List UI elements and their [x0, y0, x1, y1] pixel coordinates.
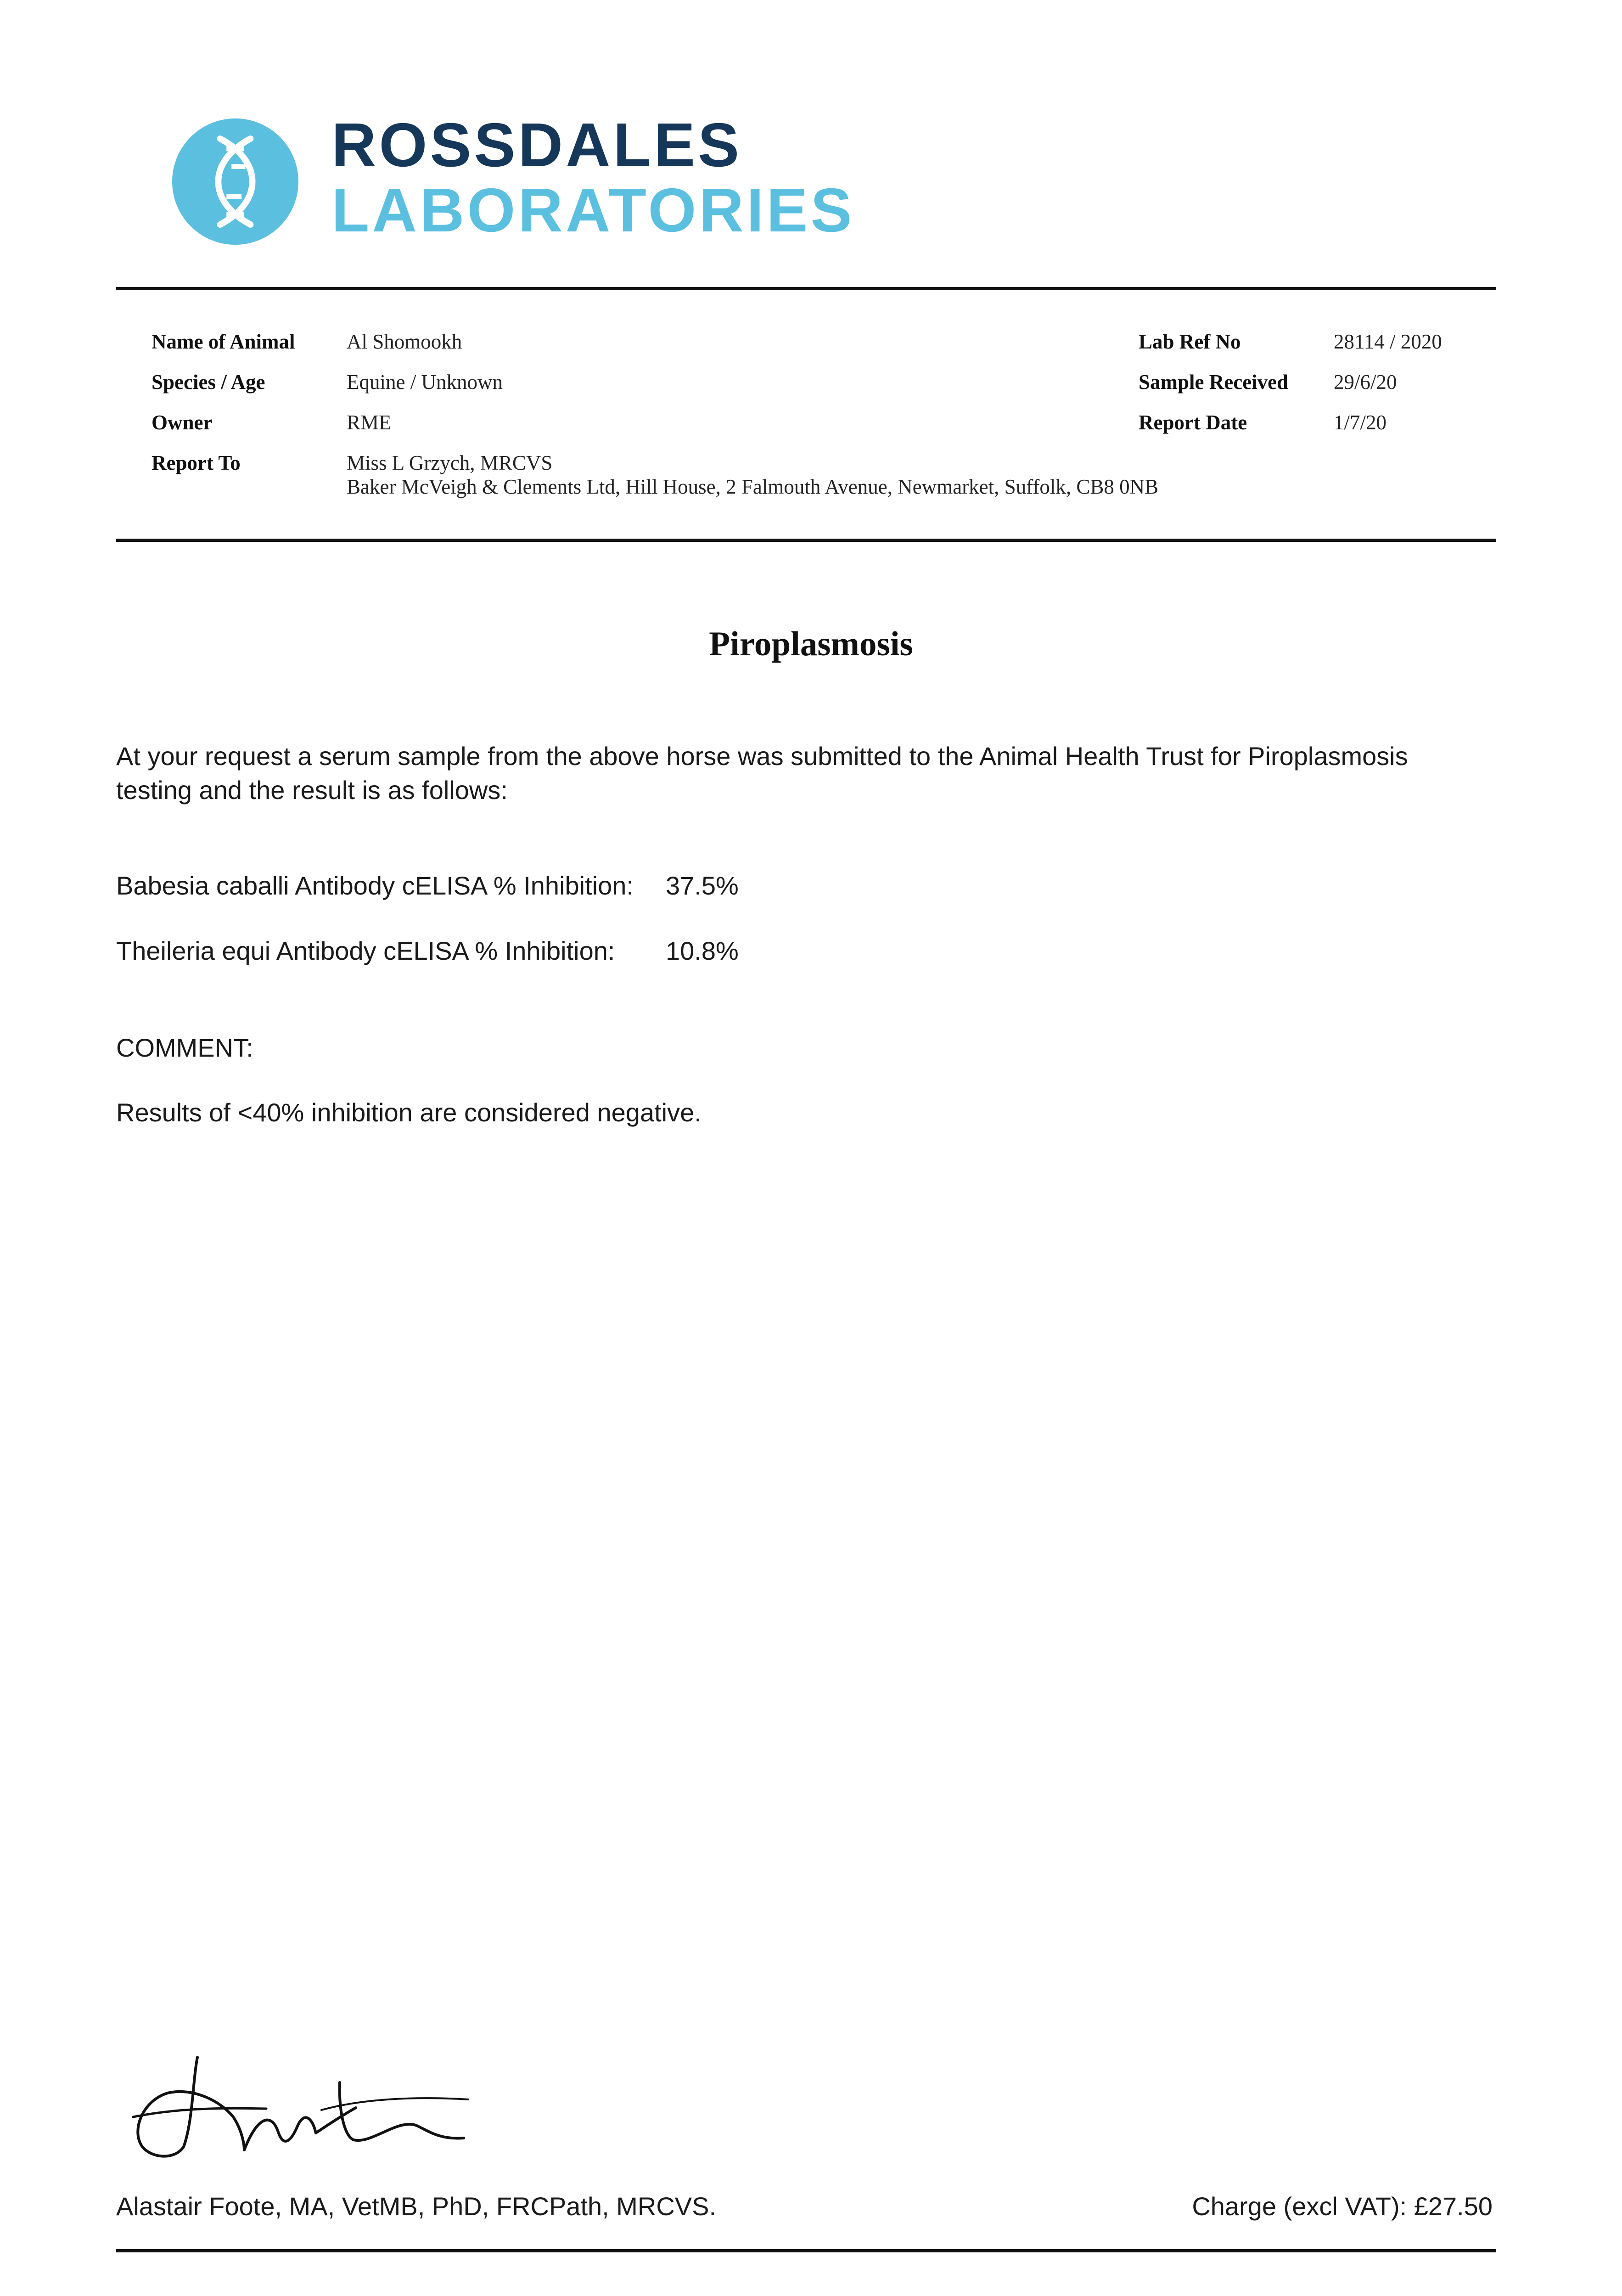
owner-value: RME	[347, 411, 392, 434]
name-of-animal-label: Name of Animal	[152, 330, 295, 353]
signatory-name: Alastair Foote, MA, VetMB, PhD, FRCPath, MRCVS.	[116, 2192, 717, 2221]
dna-helix-icon	[172, 118, 298, 245]
lab-ref-value: 28114 / 2020	[1334, 330, 1442, 353]
report-to-address: Baker McVeigh & Clements Ltd, Hill House, 2 Falmouth Avenue, Newmarket, Suffolk, CB8 0NB	[347, 475, 1159, 498]
result-value-babesia: 37.5%	[666, 871, 739, 900]
charge-amount: Charge (excl VAT): £27.50	[1192, 2192, 1493, 2221]
sample-received-label: Sample Received	[1139, 371, 1289, 394]
report-to-label: Report To	[152, 451, 241, 474]
brand-name-line1: ROSSDALES	[331, 110, 742, 180]
footer-divider	[116, 2249, 1496, 2252]
species-age-label: Species / Age	[152, 371, 265, 394]
report-title: Piroplasmosis	[709, 625, 913, 663]
name-of-animal-value: Al Shomookh	[347, 330, 462, 353]
sample-received-value: 29/6/20	[1334, 371, 1397, 394]
header-divider	[116, 287, 1496, 290]
result-label-babesia: Babesia caballi Antibody cELISA % Inhibition:	[116, 871, 634, 900]
report-date-value: 1/7/20	[1334, 411, 1387, 434]
intro-line-1: At your request a serum sample from the above horse was submitted to the Animal Health Trust for Piroplasmosis	[116, 742, 1408, 771]
result-label-theileria: Theileria equi Antibody cELISA % Inhibition:	[116, 936, 615, 965]
owner-label: Owner	[152, 411, 213, 434]
comment-text: Results of <40% inhibition are considered negative.	[116, 1098, 702, 1127]
details-divider	[116, 539, 1496, 542]
result-value-theileria: 10.8%	[666, 936, 739, 965]
species-age-value: Equine / Unknown	[347, 371, 503, 394]
intro-line-2: testing and the result is as follows:	[116, 776, 508, 805]
brand-name-line2: LABORATORIES	[331, 175, 855, 245]
comment-heading: COMMENT:	[116, 1033, 253, 1062]
signature	[124, 2048, 473, 2163]
lab-ref-label: Lab Ref No	[1139, 330, 1241, 353]
report-date-label: Report Date	[1139, 411, 1247, 434]
report-to-recipient: Miss L Grzych, MRCVS	[347, 451, 553, 474]
